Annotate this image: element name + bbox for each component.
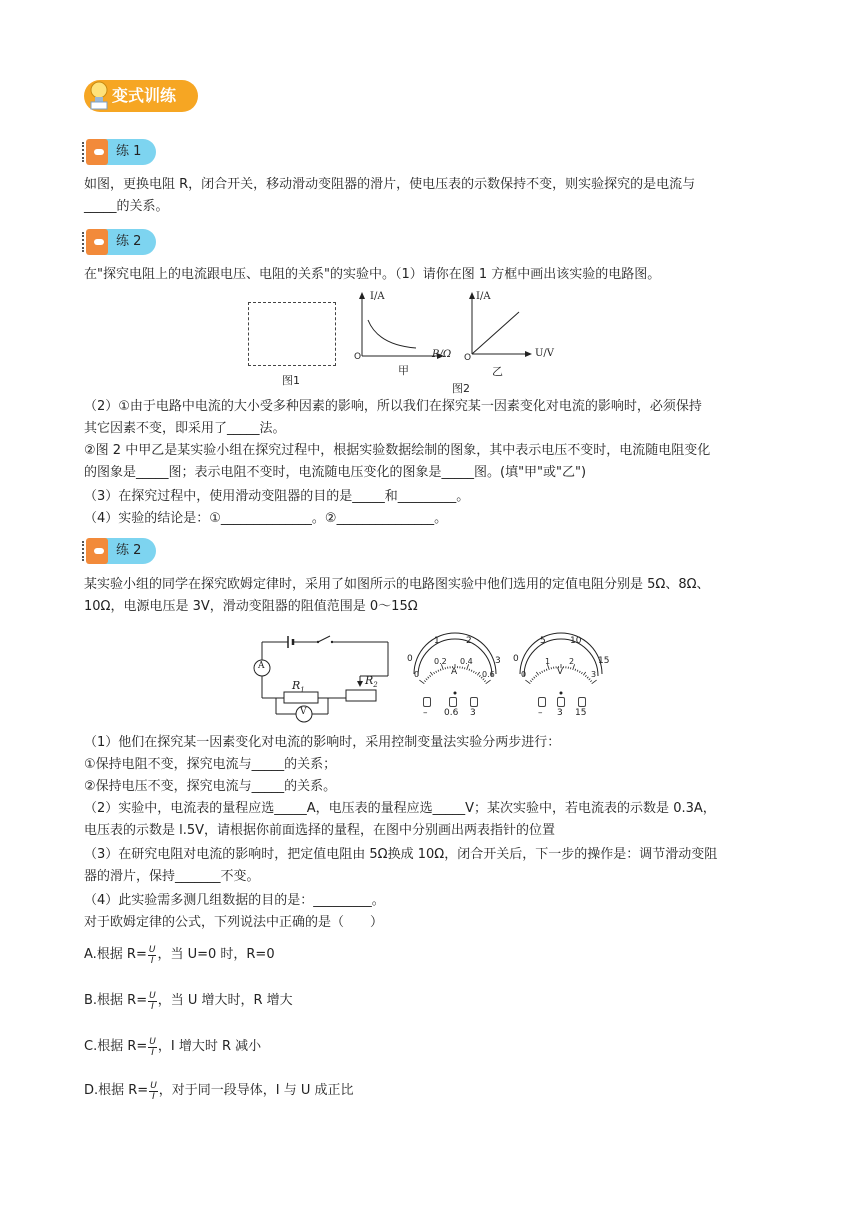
dial-tick (525, 680, 530, 684)
dial-tick (419, 680, 424, 684)
fraction: $\frac{U}{I}$ (149, 990, 156, 1012)
dial-tick (477, 672, 479, 675)
ammeter-terminal-label: 3 (470, 708, 476, 718)
section-label: 练 2 (116, 234, 142, 249)
voltmeter-bottom-tick: 0 (521, 670, 527, 679)
dial-tick (534, 677, 535, 679)
dial-tick (469, 669, 470, 671)
r1-label: $R_1$ (292, 679, 305, 695)
question-text: 某实验小组的同学在探究欧姆定律时，采用了如图所示的电路图实验中他们选用的定值电阻分别是 5Ω、8Ω、 (84, 577, 710, 592)
dial-tick (536, 675, 537, 677)
voltmeter-top-tick: 10 (570, 636, 582, 646)
fraction: $\frac{U}{I}$ (148, 944, 156, 966)
notebook-icon (86, 229, 108, 255)
fraction: $\frac{U}{I}$ (150, 1080, 157, 1102)
figure2-caption: 图2 (452, 382, 470, 395)
ammeter-top-tick: 1 (434, 636, 440, 646)
graph-label: 甲 (398, 364, 409, 377)
x-axis-label: U/V (535, 348, 555, 359)
question-text: 在"探究电阻上的电流跟电压、电阻的关系"的实验中。（1）请你在图 1 方框中画出该实验的电路图。 (84, 267, 661, 282)
dial-tick (583, 672, 585, 675)
section-label: 练 2 (116, 543, 142, 558)
ammeter-bottom-tick: 0.6 (482, 670, 495, 679)
option-b: B.根据 R= $\frac{U}{I}$ ，当 U 增大时，R 增大 (84, 990, 293, 1012)
dial-tick (475, 672, 476, 674)
question-text: （1）他们在探究某一因素变化对电流的影响时，采用控制变量法实验分两步进行： (84, 735, 561, 750)
origin-label: O (354, 352, 362, 362)
voltmeter-terminal-icon (538, 697, 546, 707)
ammeter-top-tick: 3 (495, 656, 501, 666)
question-text: _____的关系。 (84, 199, 169, 214)
ammeter-terminal-label: – (423, 708, 428, 718)
question-text: 如图，更换电阻 R，闭合开关，移动滑动变阻器的滑片，使电压表的示数保持不变，则实验探究的是电流与 (84, 177, 696, 192)
dial-tick (428, 677, 429, 679)
dial-tick (430, 672, 432, 675)
ammeter-top-tick: 0 (407, 654, 413, 664)
notebook-icon (86, 139, 108, 165)
question-text: （3）在研究电阻对电流的影响时，把定值电阻由 5Ω换成 10Ω，闭合开关后，下一步的操作是：调节滑动变阻 (84, 847, 718, 862)
question-text: ②保持电压不变，探究电流与_____的关系。 (84, 779, 337, 794)
dial-tick (473, 671, 474, 673)
ammeter-symbol-label: A (258, 661, 265, 671)
ammeter-terminal-icon (470, 697, 478, 707)
notebook-icon (86, 538, 108, 564)
voltmeter-terminal-label: – (538, 708, 543, 718)
ammeter-terminal-label: 0.6 (444, 708, 459, 718)
r2-label: $R_2$ (365, 674, 378, 690)
voltmeter-top-tick: 15 (598, 656, 610, 666)
ammeter-terminal-icon (449, 697, 457, 707)
dial-tick (424, 681, 426, 682)
question-text: （3）在探究过程中，使用滑动变阻器的目的是_____和_________。 (84, 489, 470, 504)
bulb-icon (88, 80, 110, 110)
voltmeter-top-tick: 0 (513, 654, 519, 664)
dial-tick (479, 675, 480, 677)
dial-tick (426, 679, 428, 680)
question-text: （4）实验的结论是：①______________。②_______________。 (84, 511, 448, 526)
voltmeter-bottom-tick: 1 (545, 657, 551, 666)
dial-tick (536, 672, 538, 675)
option-d: D.根据 R= $\frac{U}{I}$ ，对于同一段导体，I 与 U 成正比 (84, 1080, 354, 1102)
graph-yi (464, 290, 544, 378)
ammeter-bottom-tick: 0.2 (434, 657, 447, 666)
question-text: 10Ω，电源电压是 3V，滑动变阻器的阻值范围是 0～15Ω (84, 599, 418, 614)
question-text: （2）实验中，电流表的量程应选_____A，电压表的量程应选_____V；某次实验中，若电流表的示数是 0.3A， (84, 801, 716, 816)
fraction: $\frac{U}{I}$ (149, 1036, 156, 1058)
question-text: 器的滑片，保持_______不变。 (84, 869, 260, 884)
option-c: C.根据 R= $\frac{U}{I}$ ，I 增大时 R 减小 (84, 1036, 262, 1058)
dial-tick (587, 677, 588, 679)
dial-tick (484, 681, 486, 682)
dial-tick (577, 670, 578, 672)
banner-title: 变式训练 (112, 86, 177, 105)
dial-tick (471, 670, 472, 672)
dial-tick (579, 671, 580, 673)
voltmeter-symbol-label: V (300, 707, 307, 717)
voltmeter-bottom-tick: 3 (591, 670, 597, 679)
dial-tick (430, 675, 431, 677)
dial-tick (440, 669, 441, 671)
ammeter-bottom-tick: 0.4 (460, 657, 473, 666)
question-stem: 对于欧姆定律的公式，下列说法中正确的是（ ） (84, 915, 384, 930)
dial-tick (544, 670, 545, 672)
voltmeter-terminal-icon (557, 697, 565, 707)
dial-tick (590, 681, 592, 682)
dial-tick (575, 669, 576, 671)
voltmeter-terminal-label: 3 (557, 708, 563, 718)
question-text: 的图象是_____图；表示电阻不变时，电流随电压变化的图象是_____图。(填"甲"或"乙") (84, 465, 587, 480)
dial-tick (542, 671, 543, 673)
dial-tick (546, 669, 547, 671)
y-axis-label: I/A (370, 291, 385, 302)
origin-label: O (464, 353, 472, 363)
ammeter-top-tick: 2 (466, 636, 472, 646)
question-text: 其它因素不变，即采用了_____法。 (84, 421, 286, 436)
dial-tick (436, 671, 437, 673)
voltmeter-unit: V (557, 667, 564, 677)
dial-tick (530, 681, 532, 682)
dial-tick (532, 679, 534, 680)
voltmeter-bottom-tick: 2 (569, 657, 575, 666)
x-axis-label: R/Ω (432, 349, 452, 360)
dial-tick (540, 672, 541, 674)
dial-tick (585, 675, 586, 677)
dial-tick (589, 679, 591, 680)
dial-tick (486, 680, 491, 684)
ammeter-unit: A (451, 667, 458, 677)
graph-label: 乙 (492, 365, 503, 378)
ammeter-terminal-icon (423, 697, 431, 707)
option-a: A.根据 R= $\frac{U}{I}$ ，当 U=0 时，R=0 (84, 944, 275, 966)
dial-tick (592, 680, 597, 684)
question-text: （2）①由于电路中电流的大小受多种因素的影响，所以我们在探究某一因素变化对电流的影响时，必须保持 (84, 399, 702, 414)
question-text: ②图 2 中甲乙是某实验小组在探究过程中，根据实验数据绘制的图象，其中表示电压不变时，电流随电阻变化 (84, 443, 711, 458)
ammeter-bottom-tick: 0 (414, 670, 420, 679)
voltmeter-terminal-label: 15 (575, 708, 587, 718)
question-text: 电压表的示数是 l.5V，请根据你前面选择的量程，在图中分别画出两表指针的位置 (84, 823, 556, 838)
dial-tick (434, 672, 435, 674)
voltmeter-terminal-icon (578, 697, 586, 707)
figure1-box (248, 302, 336, 366)
question-text: ①保持电阻不变，探究电流与_____的关系； (84, 757, 337, 772)
dial-tick (438, 670, 439, 672)
dial-tick (581, 672, 582, 674)
question-text: （4）此实验需多测几组数据的目的是：_________。 (84, 893, 385, 908)
voltmeter-top-tick: 5 (540, 636, 546, 646)
section-label: 练 1 (116, 144, 142, 159)
y-axis-label: I/A (476, 291, 491, 302)
figure1-caption: 图1 (282, 374, 300, 387)
